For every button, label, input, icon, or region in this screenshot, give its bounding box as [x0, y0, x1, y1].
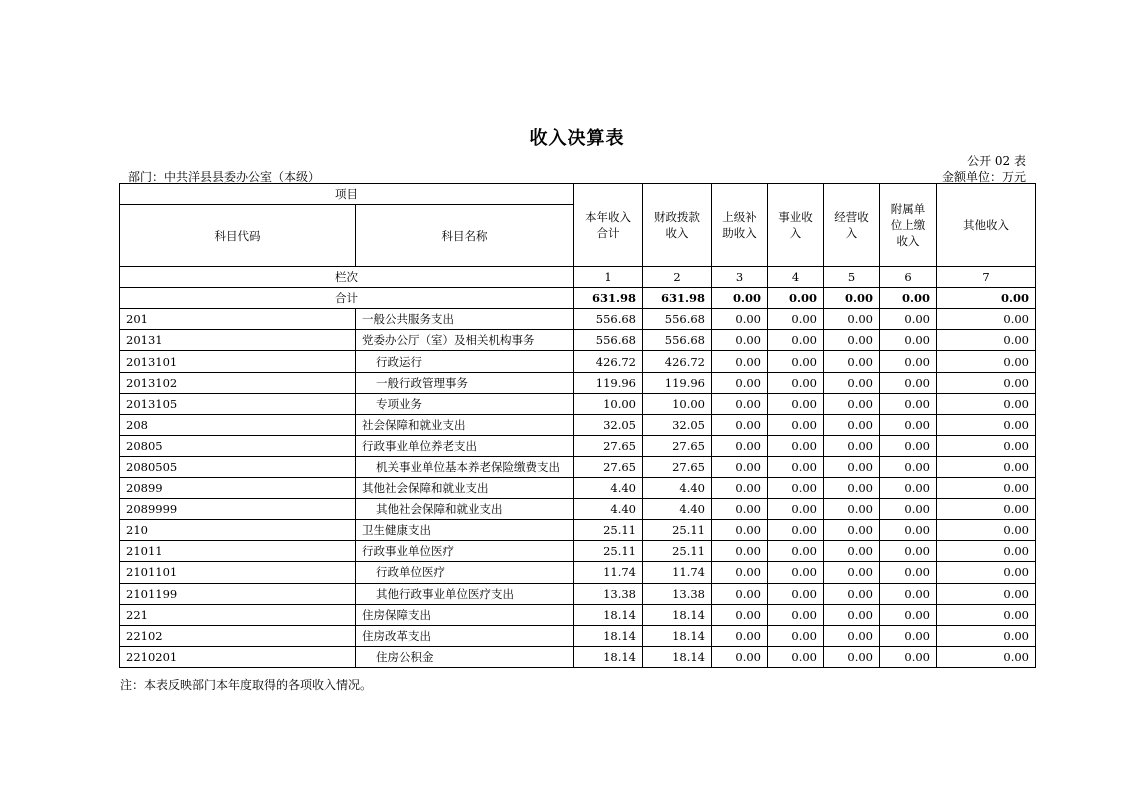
col-number: 7	[937, 267, 1036, 288]
amount-cell: 0.00	[937, 646, 1036, 667]
subject-code: 22102	[120, 625, 356, 646]
amount-cell: 10.00	[643, 393, 712, 414]
col-number: 2	[643, 267, 712, 288]
amount-cell: 556.68	[574, 330, 643, 351]
header-col6: 附属单位上缴收入	[880, 184, 937, 267]
amount-cell: 18.14	[643, 604, 712, 625]
amount-cell: 0.00	[768, 646, 824, 667]
subject-code: 2089999	[120, 499, 356, 520]
amount-cell: 0.00	[937, 562, 1036, 583]
amount-cell: 0.00	[880, 351, 937, 372]
amount-cell: 0.00	[937, 625, 1036, 646]
amount-cell: 0.00	[824, 541, 880, 562]
total-row	[120, 288, 1036, 309]
amount-cell: 426.72	[643, 351, 712, 372]
amount-cell: 4.40	[574, 478, 643, 499]
subject-code: 210	[120, 520, 356, 541]
total-value: 0.00	[712, 288, 768, 309]
header-col3: 上级补助收入	[712, 184, 768, 267]
table-row	[120, 499, 1036, 520]
amount-cell: 0.00	[712, 541, 768, 562]
amount-cell: 0.00	[937, 309, 1036, 330]
amount-cell: 0.00	[880, 562, 937, 583]
subject-name: 机关事业单位基本养老保险缴费支出	[356, 456, 574, 477]
amount-cell: 0.00	[824, 456, 880, 477]
amount-cell: 0.00	[880, 520, 937, 541]
amount-cell: 0.00	[880, 393, 937, 414]
table-row	[120, 393, 1036, 414]
amount-cell: 0.00	[768, 520, 824, 541]
table-row	[120, 520, 1036, 541]
amount-cell: 0.00	[768, 478, 824, 499]
amount-cell: 0.00	[937, 372, 1036, 393]
header-col7: 其他收入	[937, 184, 1036, 267]
amount-cell: 0.00	[880, 625, 937, 646]
table-row	[120, 456, 1036, 477]
table-row	[120, 372, 1036, 393]
subject-name: 住房保障支出	[356, 604, 574, 625]
amount-cell: 0.00	[824, 478, 880, 499]
total-value: 0.00	[768, 288, 824, 309]
amount-cell: 4.40	[643, 478, 712, 499]
amount-cell: 0.00	[937, 478, 1036, 499]
subject-code: 208	[120, 414, 356, 435]
amount-cell: 0.00	[880, 499, 937, 520]
amount-cell: 0.00	[937, 393, 1036, 414]
amount-cell: 4.40	[574, 499, 643, 520]
subject-name: 住房改革支出	[356, 625, 574, 646]
table-row	[120, 562, 1036, 583]
amount-cell: 556.68	[643, 309, 712, 330]
amount-cell: 0.00	[768, 541, 824, 562]
amount-cell: 0.00	[712, 330, 768, 351]
header-row-item	[120, 184, 1036, 205]
amount-cell: 0.00	[768, 562, 824, 583]
amount-cell: 0.00	[768, 372, 824, 393]
amount-cell: 0.00	[824, 330, 880, 351]
amount-cell: 0.00	[937, 520, 1036, 541]
amount-cell: 426.72	[574, 351, 643, 372]
table-row	[120, 583, 1036, 604]
subject-code: 2101199	[120, 583, 356, 604]
amount-cell: 0.00	[768, 435, 824, 456]
total-value: 0.00	[880, 288, 937, 309]
amount-cell: 0.00	[880, 646, 937, 667]
amount-cell: 0.00	[824, 625, 880, 646]
amount-cell: 18.14	[574, 604, 643, 625]
col-number: 4	[768, 267, 824, 288]
amount-cell: 25.11	[574, 520, 643, 541]
table-row	[120, 478, 1036, 499]
amount-cell: 0.00	[712, 414, 768, 435]
subject-code: 21011	[120, 541, 356, 562]
amount-cell: 0.00	[824, 583, 880, 604]
amount-cell: 0.00	[880, 456, 937, 477]
subject-name: 住房公积金	[356, 646, 574, 667]
amount-cell: 27.65	[574, 456, 643, 477]
amount-cell: 0.00	[768, 393, 824, 414]
table-row	[120, 646, 1036, 667]
amount-cell: 0.00	[768, 309, 824, 330]
header-col5: 经营收入	[824, 184, 880, 267]
amount-cell: 0.00	[768, 456, 824, 477]
amount-cell: 32.05	[574, 414, 643, 435]
subject-code: 20899	[120, 478, 356, 499]
header-col2: 财政拨款收入	[643, 184, 712, 267]
amount-cell: 0.00	[824, 435, 880, 456]
subject-name: 其他社会保障和就业支出	[356, 499, 574, 520]
amount-cell: 0.00	[880, 541, 937, 562]
table-row	[120, 309, 1036, 330]
amount-cell: 0.00	[712, 604, 768, 625]
amount-cell: 13.38	[574, 583, 643, 604]
amount-cell: 27.65	[574, 435, 643, 456]
amount-cell: 0.00	[768, 604, 824, 625]
subject-code: 2013101	[120, 351, 356, 372]
amount-cell: 0.00	[937, 583, 1036, 604]
total-value: 0.00	[824, 288, 880, 309]
amount-cell: 0.00	[824, 309, 880, 330]
col-number: 3	[712, 267, 768, 288]
amount-cell: 18.14	[643, 646, 712, 667]
table-row	[120, 435, 1036, 456]
amount-cell: 0.00	[768, 351, 824, 372]
header-code: 科目代码	[120, 205, 356, 267]
amount-cell: 0.00	[937, 541, 1036, 562]
amount-cell: 0.00	[712, 309, 768, 330]
amount-cell: 25.11	[643, 520, 712, 541]
amount-cell: 0.00	[712, 499, 768, 520]
amount-cell: 0.00	[824, 372, 880, 393]
col-number: 1	[574, 267, 643, 288]
amount-cell: 27.65	[643, 435, 712, 456]
amount-cell: 0.00	[880, 372, 937, 393]
amount-cell: 0.00	[824, 646, 880, 667]
subject-name: 一般行政管理事务	[356, 372, 574, 393]
amount-cell: 556.68	[574, 309, 643, 330]
amount-cell: 0.00	[937, 330, 1036, 351]
subject-name: 专项业务	[356, 393, 574, 414]
form-number: 公开 02 表	[967, 154, 1026, 168]
amount-cell: 0.00	[824, 499, 880, 520]
table-row	[120, 330, 1036, 351]
amount-cell: 11.74	[574, 562, 643, 583]
subject-name: 社会保障和就业支出	[356, 414, 574, 435]
amount-cell: 0.00	[824, 562, 880, 583]
table-note: 注：本表反映部门本年度取得的各项收入情况。	[120, 678, 373, 692]
amount-cell: 25.11	[643, 541, 712, 562]
table-row	[120, 414, 1036, 435]
subject-code: 2210201	[120, 646, 356, 667]
amount-cell: 11.74	[643, 562, 712, 583]
amount-cell: 0.00	[880, 309, 937, 330]
amount-cell: 0.00	[937, 499, 1036, 520]
subject-name: 其他行政事业单位医疗支出	[356, 583, 574, 604]
amount-cell: 0.00	[712, 646, 768, 667]
amount-cell: 0.00	[880, 414, 937, 435]
amount-cell: 0.00	[768, 330, 824, 351]
amount-cell: 0.00	[712, 562, 768, 583]
amount-cell: 0.00	[880, 604, 937, 625]
amount-cell: 119.96	[574, 372, 643, 393]
amount-cell: 0.00	[880, 583, 937, 604]
subject-name: 其他社会保障和就业支出	[356, 478, 574, 499]
subject-code: 201	[120, 309, 356, 330]
subject-name: 行政事业单位医疗	[356, 541, 574, 562]
subject-code: 221	[120, 604, 356, 625]
amount-cell: 0.00	[768, 499, 824, 520]
amount-cell: 0.00	[937, 456, 1036, 477]
header-col1: 本年收入合计	[574, 184, 643, 267]
amount-cell: 0.00	[824, 604, 880, 625]
amount-cell: 0.00	[937, 435, 1036, 456]
amount-cell: 13.38	[643, 583, 712, 604]
header-name: 科目名称	[356, 205, 574, 267]
subject-code: 2013102	[120, 372, 356, 393]
department-label: 部门：中共洋县县委办公室（本级）	[128, 170, 321, 184]
amount-cell: 0.00	[712, 625, 768, 646]
subject-code: 20805	[120, 435, 356, 456]
amount-cell: 18.14	[574, 646, 643, 667]
income-table	[119, 183, 1036, 668]
amount-cell: 10.00	[574, 393, 643, 414]
table-row	[120, 625, 1036, 646]
amount-cell: 0.00	[880, 330, 937, 351]
amount-cell: 27.65	[643, 456, 712, 477]
total-value: 631.98	[574, 288, 643, 309]
col-number: 6	[880, 267, 937, 288]
column-number-row	[120, 267, 1036, 288]
amount-cell: 18.14	[643, 625, 712, 646]
subject-code: 2080505	[120, 456, 356, 477]
page-title: 收入决算表	[529, 128, 625, 149]
amount-cell: 0.00	[712, 456, 768, 477]
amount-cell: 0.00	[712, 583, 768, 604]
amount-cell: 0.00	[880, 435, 937, 456]
amount-cell: 18.14	[574, 625, 643, 646]
table-row	[120, 541, 1036, 562]
amount-cell: 0.00	[880, 478, 937, 499]
amount-cell: 0.00	[937, 604, 1036, 625]
total-label: 合计	[120, 288, 574, 309]
total-value: 0.00	[937, 288, 1036, 309]
amount-cell: 0.00	[712, 372, 768, 393]
amount-cell: 25.11	[574, 541, 643, 562]
table-row	[120, 604, 1036, 625]
amount-cell: 556.68	[643, 330, 712, 351]
amount-cell: 0.00	[824, 520, 880, 541]
amount-cell: 4.40	[643, 499, 712, 520]
amount-cell: 32.05	[643, 414, 712, 435]
subject-name: 行政单位医疗	[356, 562, 574, 583]
amount-cell: 0.00	[937, 351, 1036, 372]
amount-cell: 0.00	[712, 351, 768, 372]
amount-cell: 0.00	[824, 414, 880, 435]
total-value: 631.98	[643, 288, 712, 309]
header-col4: 事业收入	[768, 184, 824, 267]
lanci-label: 栏次	[120, 267, 574, 288]
subject-code: 20131	[120, 330, 356, 351]
amount-cell: 0.00	[824, 351, 880, 372]
amount-cell: 0.00	[937, 414, 1036, 435]
amount-cell: 0.00	[712, 520, 768, 541]
subject-name: 行政运行	[356, 351, 574, 372]
amount-cell: 0.00	[712, 435, 768, 456]
subject-name: 卫生健康支出	[356, 520, 574, 541]
subject-code: 2101101	[120, 562, 356, 583]
subject-code: 2013105	[120, 393, 356, 414]
subject-name: 行政事业单位养老支出	[356, 435, 574, 456]
amount-cell: 0.00	[712, 393, 768, 414]
amount-unit-label: 金额单位：万元	[941, 170, 1026, 184]
col-number: 5	[824, 267, 880, 288]
amount-cell: 0.00	[768, 414, 824, 435]
amount-cell: 0.00	[768, 625, 824, 646]
amount-cell: 119.96	[643, 372, 712, 393]
subject-name: 党委办公厅（室）及相关机构事务	[356, 330, 574, 351]
amount-cell: 0.00	[824, 393, 880, 414]
amount-cell: 0.00	[768, 583, 824, 604]
subject-name: 一般公共服务支出	[356, 309, 574, 330]
table-row	[120, 351, 1036, 372]
amount-cell: 0.00	[712, 478, 768, 499]
header-item: 项目	[120, 184, 574, 205]
